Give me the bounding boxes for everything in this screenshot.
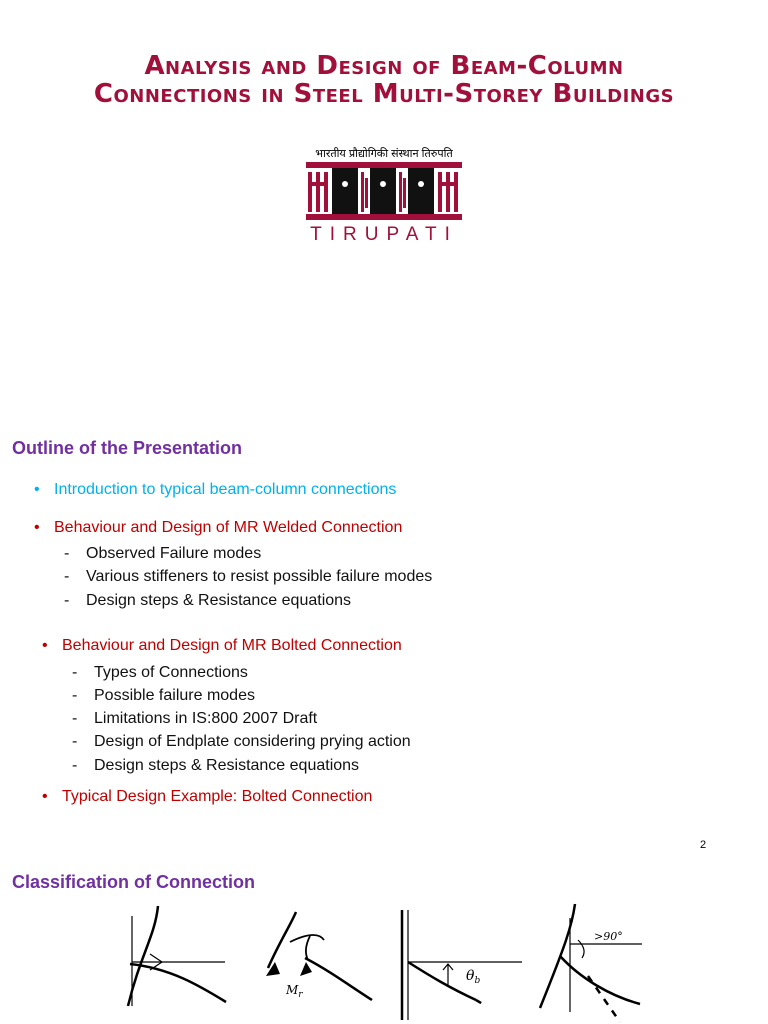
title-line-2: Connections in Steel Multi-Storey Buildings xyxy=(93,79,675,109)
subitem-text: Design steps & Resistance equations xyxy=(86,592,352,609)
page-number: 2 xyxy=(700,839,707,851)
outline-subitem: - Types of Connections xyxy=(72,664,248,681)
outline-subitem: - Possible failure modes xyxy=(72,687,255,704)
outline-subitem: - Design of Endplate considering prying action xyxy=(72,733,411,750)
logo-wordmark: TIRUPATI xyxy=(310,224,458,245)
outline-subitem: - Limitations in IS:800 2007 Draft xyxy=(72,710,318,727)
connection-classification-diagram xyxy=(110,896,670,1024)
bullet-dot-icon: • xyxy=(34,481,40,498)
subitem-text: Design of Endplate considering prying action xyxy=(94,733,411,750)
moment-label: $M_r$ xyxy=(286,983,303,1000)
outline-item-4-text: Typical Design Example: Bolted Connection xyxy=(62,788,373,805)
subitem-text: Limitations in IS:800 2007 Draft xyxy=(94,710,318,727)
outline-heading: Outline of the Presentation xyxy=(12,438,243,458)
subitem-text: Observed Failure modes xyxy=(86,545,262,562)
classification-heading: Classification of Connection xyxy=(12,872,256,892)
outline-item-3-text: Behaviour and Design of MR Bolted Connection xyxy=(62,637,402,654)
outline-subitem: - Observed Failure modes xyxy=(64,545,262,562)
rotation-label: $\theta_b$ xyxy=(466,968,481,986)
title-slide xyxy=(0,0,768,400)
outline-subitem: - Various stiffeners to resist possible failure modes xyxy=(64,568,433,585)
subitem-text: Various stiffeners to resist possible failure modes xyxy=(86,568,433,585)
subitem-text: Possible failure modes xyxy=(94,687,255,704)
outline-item-1 xyxy=(34,481,396,499)
outline-item-2-text: Behaviour and Design of MR Welded Connection xyxy=(54,519,403,536)
outline-item-3 xyxy=(42,637,402,655)
subitem-text: Design steps & Resistance equations xyxy=(94,757,360,774)
bullet-dot-icon: • xyxy=(42,637,48,654)
outline-item-1-text: Introduction to typical beam-column connections xyxy=(54,481,397,498)
outline-subitem: - Design steps & Resistance equations xyxy=(72,757,360,774)
title-line-1: Analysis and Design of Beam-Column xyxy=(144,51,624,81)
outline-subitem: - Design steps & Resistance equations xyxy=(64,592,352,609)
outline-item-4 xyxy=(42,788,372,806)
subitem-text: Types of Connections xyxy=(94,664,248,681)
bullet-dot-icon: • xyxy=(34,519,40,536)
iit-logo-mark-icon xyxy=(306,162,462,220)
angle-label: >90° xyxy=(594,930,623,943)
presentation-title xyxy=(0,52,768,108)
logo-hindi-text: भारतीय प्रौद्योगिकी संस्थान तिरुपति xyxy=(315,148,453,160)
outline-item-2 xyxy=(34,519,402,537)
bullet-dot-icon: • xyxy=(42,788,48,805)
